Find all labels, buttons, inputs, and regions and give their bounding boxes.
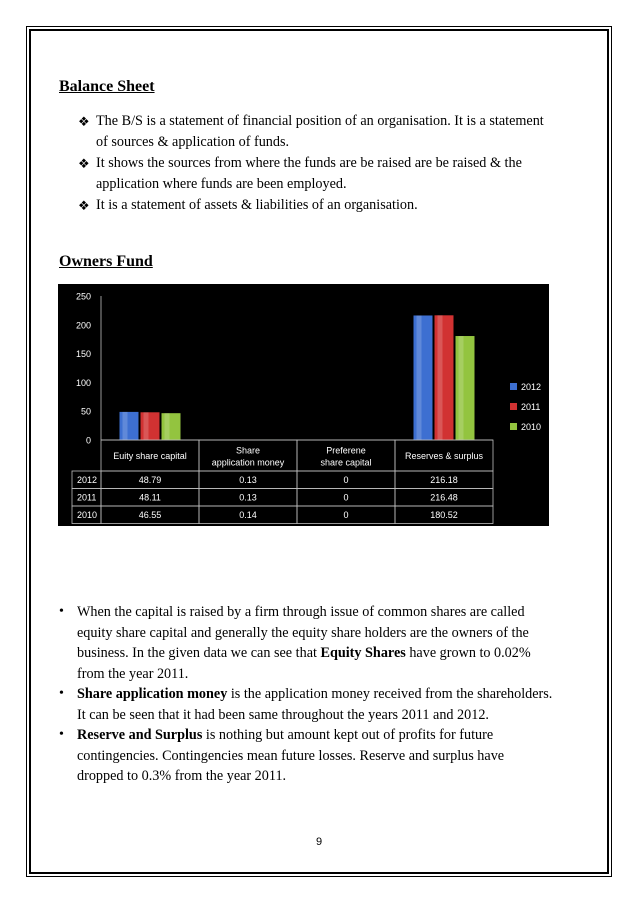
analysis-item — [58, 602, 598, 684]
category-label: Preferene share capital — [320, 445, 372, 468]
balance-sheet-point: ❖ It shows the sources from where the funds are be raised are be raised & the application where funds are been employed. — [78, 155, 522, 192]
analysis-line — [77, 766, 598, 787]
text-run: have grown to 0.02% — [405, 645, 531, 661]
page-number: 9 — [315, 836, 323, 848]
table-row-label: 2011 — [77, 492, 97, 503]
table-value: 0 — [343, 475, 349, 485]
analysis-list — [58, 602, 598, 787]
bar-2010-3 — [456, 336, 475, 440]
bar-highlight — [123, 412, 128, 440]
table-value: 46.55 — [138, 510, 162, 520]
bullet-dot-icon: • — [59, 604, 64, 619]
category-label: Euity share capital — [113, 451, 187, 461]
text-run: business. In the given data we can see that — [77, 645, 321, 661]
chart-background — [58, 284, 549, 526]
bar-highlight — [165, 413, 170, 440]
analysis-item — [58, 684, 598, 725]
y-tick-label: 200 — [75, 320, 91, 331]
text-run: from the year 2011. — [77, 665, 189, 682]
category-label: Share application money — [211, 445, 285, 468]
bar-2011-3 — [435, 315, 454, 440]
bar-highlight — [459, 336, 464, 440]
analysis-item — [58, 725, 598, 787]
bar-2011-0 — [141, 412, 160, 440]
analysis-line — [77, 684, 598, 705]
legend-label: 2011 — [521, 402, 541, 412]
analysis-line — [77, 623, 598, 644]
bar-highlight — [438, 315, 443, 440]
bold-term: Reserve and Surplus — [77, 727, 203, 743]
table-value: 0.13 — [239, 475, 257, 485]
balance-sheet-points — [78, 111, 578, 216]
text-run: is the application money received from the shareholders. — [227, 686, 553, 702]
analysis-line — [77, 746, 598, 767]
y-tick-label: 250 — [75, 291, 91, 302]
balance-sheet-point: ❖ The B/S is a statement of financial position of an organisation. It is a statement of sources & application of funds. — [78, 113, 544, 150]
text-run: contingencies. Contingencies mean future losses. Reserve and surplus have — [77, 747, 505, 764]
table-row-label: 2012 — [77, 475, 98, 485]
bar-highlight — [144, 412, 149, 440]
table-value: 0.13 — [239, 492, 257, 503]
bar-2010-0 — [162, 413, 181, 440]
legend-label: 2012 — [521, 382, 542, 392]
table-value: 180.52 — [430, 510, 458, 520]
owners-fund-chart — [58, 284, 549, 526]
bar-highlight — [417, 315, 422, 440]
owners-fund-heading: Owners Fund — [59, 253, 153, 270]
text-run: It can be seen that it had been same throughout the years 2011 and 2012. — [77, 706, 489, 723]
diamond-bullet-icon: ❖ — [78, 156, 90, 171]
y-tick-label: 150 — [75, 349, 91, 360]
text-run: dropped to 0.3% from the year 2011. — [77, 768, 287, 784]
balance-sheet-heading: Balance Sheet — [59, 78, 155, 95]
table-value: 216.18 — [430, 475, 458, 485]
bold-term: Share application money — [77, 686, 228, 702]
analysis-line — [77, 725, 598, 746]
bar-2012-0 — [120, 412, 139, 440]
y-tick-label: 50 — [80, 406, 91, 417]
table-value: 0 — [343, 492, 349, 503]
table-value: 0 — [343, 510, 349, 520]
analysis-line — [77, 643, 598, 664]
analysis-line — [77, 705, 598, 726]
y-tick-label: 0 — [85, 435, 91, 446]
legend-swatch-2012 — [510, 383, 517, 390]
category-label: Reserves & surplus — [404, 451, 484, 461]
text-run: equity share capital and generally the equity share holders are the owners of the — [77, 624, 529, 641]
bar-2012-3 — [414, 315, 433, 440]
table-row-label: 2010 — [77, 510, 98, 520]
table-value: 48.11 — [139, 492, 161, 503]
table-value: 0.14 — [239, 510, 257, 520]
legend-swatch-2011 — [510, 403, 517, 410]
diamond-bullet-icon: ❖ — [78, 114, 90, 129]
text-run: When the capital is raised by a firm through issue of common shares are called — [77, 604, 525, 620]
table-value: 216.48 — [430, 492, 458, 503]
legend-label: 2010 — [521, 422, 542, 432]
balance-sheet-point: ❖ It is a statement of assets & liabilities of an organisation. — [78, 195, 578, 216]
y-tick-label: 100 — [75, 377, 91, 388]
diamond-bullet-icon: ❖ — [78, 198, 90, 213]
bullet-dot-icon: • — [59, 686, 64, 701]
bold-term: Equity Shares — [320, 645, 406, 661]
bullet-dot-icon: • — [59, 727, 64, 742]
analysis-line — [77, 664, 598, 685]
table-value: 48.79 — [138, 475, 162, 485]
legend-swatch-2010 — [510, 423, 517, 430]
text-run: is nothing but amount kept out of profits for future — [202, 727, 494, 743]
analysis-line — [77, 602, 598, 623]
